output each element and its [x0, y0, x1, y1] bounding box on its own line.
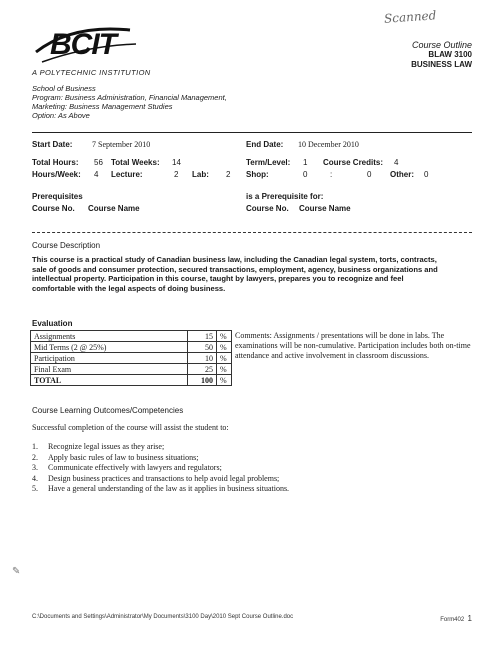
section-divider [32, 232, 472, 233]
bcit-logo [32, 22, 142, 70]
list-number: 3. [32, 463, 38, 472]
header-rule [32, 132, 472, 133]
shop-value-2: 0 [367, 170, 372, 179]
evaluation-title: Evaluation [32, 319, 73, 328]
list-text: Design business practices and transactions to help avoid legal problems; [48, 473, 280, 483]
lecture-label: Lecture: [111, 170, 143, 179]
eval-weight: 100 [188, 375, 217, 386]
eval-weight: 10 [188, 353, 217, 364]
lab-value: 2 [226, 170, 231, 179]
eval-item: Final Exam [31, 364, 188, 375]
course-credits-label: Course Credits: [323, 158, 384, 167]
eval-weight: 15 [188, 331, 217, 342]
other-label: Other: [390, 170, 414, 179]
footer-form: Form402 [440, 617, 465, 623]
list-item [32, 442, 289, 453]
page-footer [32, 614, 472, 623]
eval-pct: % [217, 331, 232, 342]
total-hours-value: 56 [94, 158, 103, 167]
outcomes-list-wrap [32, 442, 289, 495]
school-info [32, 84, 227, 120]
total-weeks-label: Total Weeks: [111, 158, 160, 167]
eval-item: Mid Terms (2 @ 25%) [31, 342, 188, 353]
prerequisites-title: Prerequisites [32, 192, 83, 201]
list-text: Recognize legal issues as they arise; [48, 442, 165, 451]
eval-weight: 25 [188, 364, 217, 375]
prereq-course-name-header: Course Name [88, 204, 140, 213]
term-level-label: Term/Level: [246, 158, 291, 167]
total-weeks-value: 14 [172, 158, 181, 167]
list-number: 2. [32, 452, 38, 462]
start-date-value: 7 September 2010 [92, 140, 151, 149]
program-line: Program: Business Administration, Financial Management, [32, 93, 227, 102]
list-text: Communicate effectively with lawyers and regulators; [48, 463, 222, 472]
option-line: Option: As Above [32, 111, 90, 120]
list-item [32, 463, 289, 474]
shop-value: 0 [303, 170, 308, 179]
prerequisite-for-title: is a Prerequisite for: [246, 192, 324, 201]
list-item [32, 474, 289, 485]
footer-page-number: 1 [467, 614, 472, 623]
term-level-value: 1 [303, 158, 308, 167]
other-value: 0 [424, 170, 429, 179]
doc-type: Course Outline [411, 40, 472, 50]
course-title: BUSINESS LAW [411, 60, 472, 69]
evaluation-comments: Comments: Assignments / presentations will be done in labs. The examinations will be non-cumulative. Participation includes both on-time attendance and active involvement in classroom discussions. [235, 330, 471, 360]
evaluation-table [30, 330, 488, 386]
outcomes-lead: Successful completion of the course will assist the student to: [32, 423, 229, 432]
lab-label: Lab: [192, 170, 209, 179]
eval-pct: % [217, 375, 232, 386]
hours-week-label: Hours/Week: [32, 170, 81, 179]
list-number: 5. [32, 484, 38, 493]
start-date-label: Start Date: [32, 140, 73, 149]
total-hours-label: Total Hours: [32, 158, 79, 167]
end-date-value: 10 December 2010 [298, 140, 359, 149]
list-text: Apply basic rules of law to business situations; [48, 452, 199, 462]
scan-mark-icon: ✎ [12, 566, 21, 577]
school-line: School of Business [32, 84, 96, 93]
list-number: 1. [32, 442, 38, 451]
prereq-for-course-name-header: Course Name [299, 204, 351, 213]
prereq-for-course-no-header: Course No. [246, 204, 289, 213]
list-number: 4. [32, 473, 38, 483]
eval-pct: % [217, 364, 232, 375]
description-body: This course is a practical study of Canadian business law, including the Canadian legal system, torts, contracts, sale of goods and consumer protection, secured transactions, employment, agency, business organizations and intellectual property. Participation in this course, taught by lawyers, prepares you to recognize and feel comfortable with the legal aspects of doing business. [32, 255, 438, 293]
eval-weight: 50 [188, 342, 217, 353]
eval-item: Assignments [31, 331, 188, 342]
program-line-2: Marketing: Business Management Studies [32, 102, 173, 111]
institution-tagline: A POLYTECHNIC INSTITUTION [32, 68, 151, 77]
evaluation-table-wrap [30, 330, 488, 386]
lecture-value: 2 [174, 170, 179, 179]
description-title: Course Description [32, 241, 101, 250]
eval-item: TOTAL [31, 375, 188, 386]
shop-colon: : [330, 170, 333, 179]
course-outline-header [411, 40, 472, 70]
shop-label: Shop: [246, 170, 269, 179]
course-code: BLAW 3100 [428, 50, 472, 59]
outcomes-list [32, 442, 289, 495]
eval-pct: % [217, 342, 232, 353]
prereq-course-no-header: Course No. [32, 204, 75, 213]
course-credits-value: 4 [394, 158, 399, 167]
hours-week-value: 4 [94, 170, 99, 179]
table-row [31, 331, 489, 342]
outcomes-title: Course Learning Outcomes/Competencies [32, 406, 184, 415]
footer-form-page [440, 614, 472, 623]
footer-file-path: C:\Documents and Settings\Administrator\My Documents\3100 Day\2010 Sept Course Outline.doc [32, 614, 294, 620]
list-item [32, 484, 289, 495]
eval-item: Participation [31, 353, 188, 364]
list-text: Have a general understanding of the law as it applies in business situations. [48, 484, 290, 493]
logo-text: BCIT [50, 28, 116, 61]
eval-pct: % [217, 353, 232, 364]
end-date-label: End Date: [246, 140, 284, 149]
list-item [32, 453, 289, 464]
scanned-stamp: Scanned [383, 8, 437, 26]
